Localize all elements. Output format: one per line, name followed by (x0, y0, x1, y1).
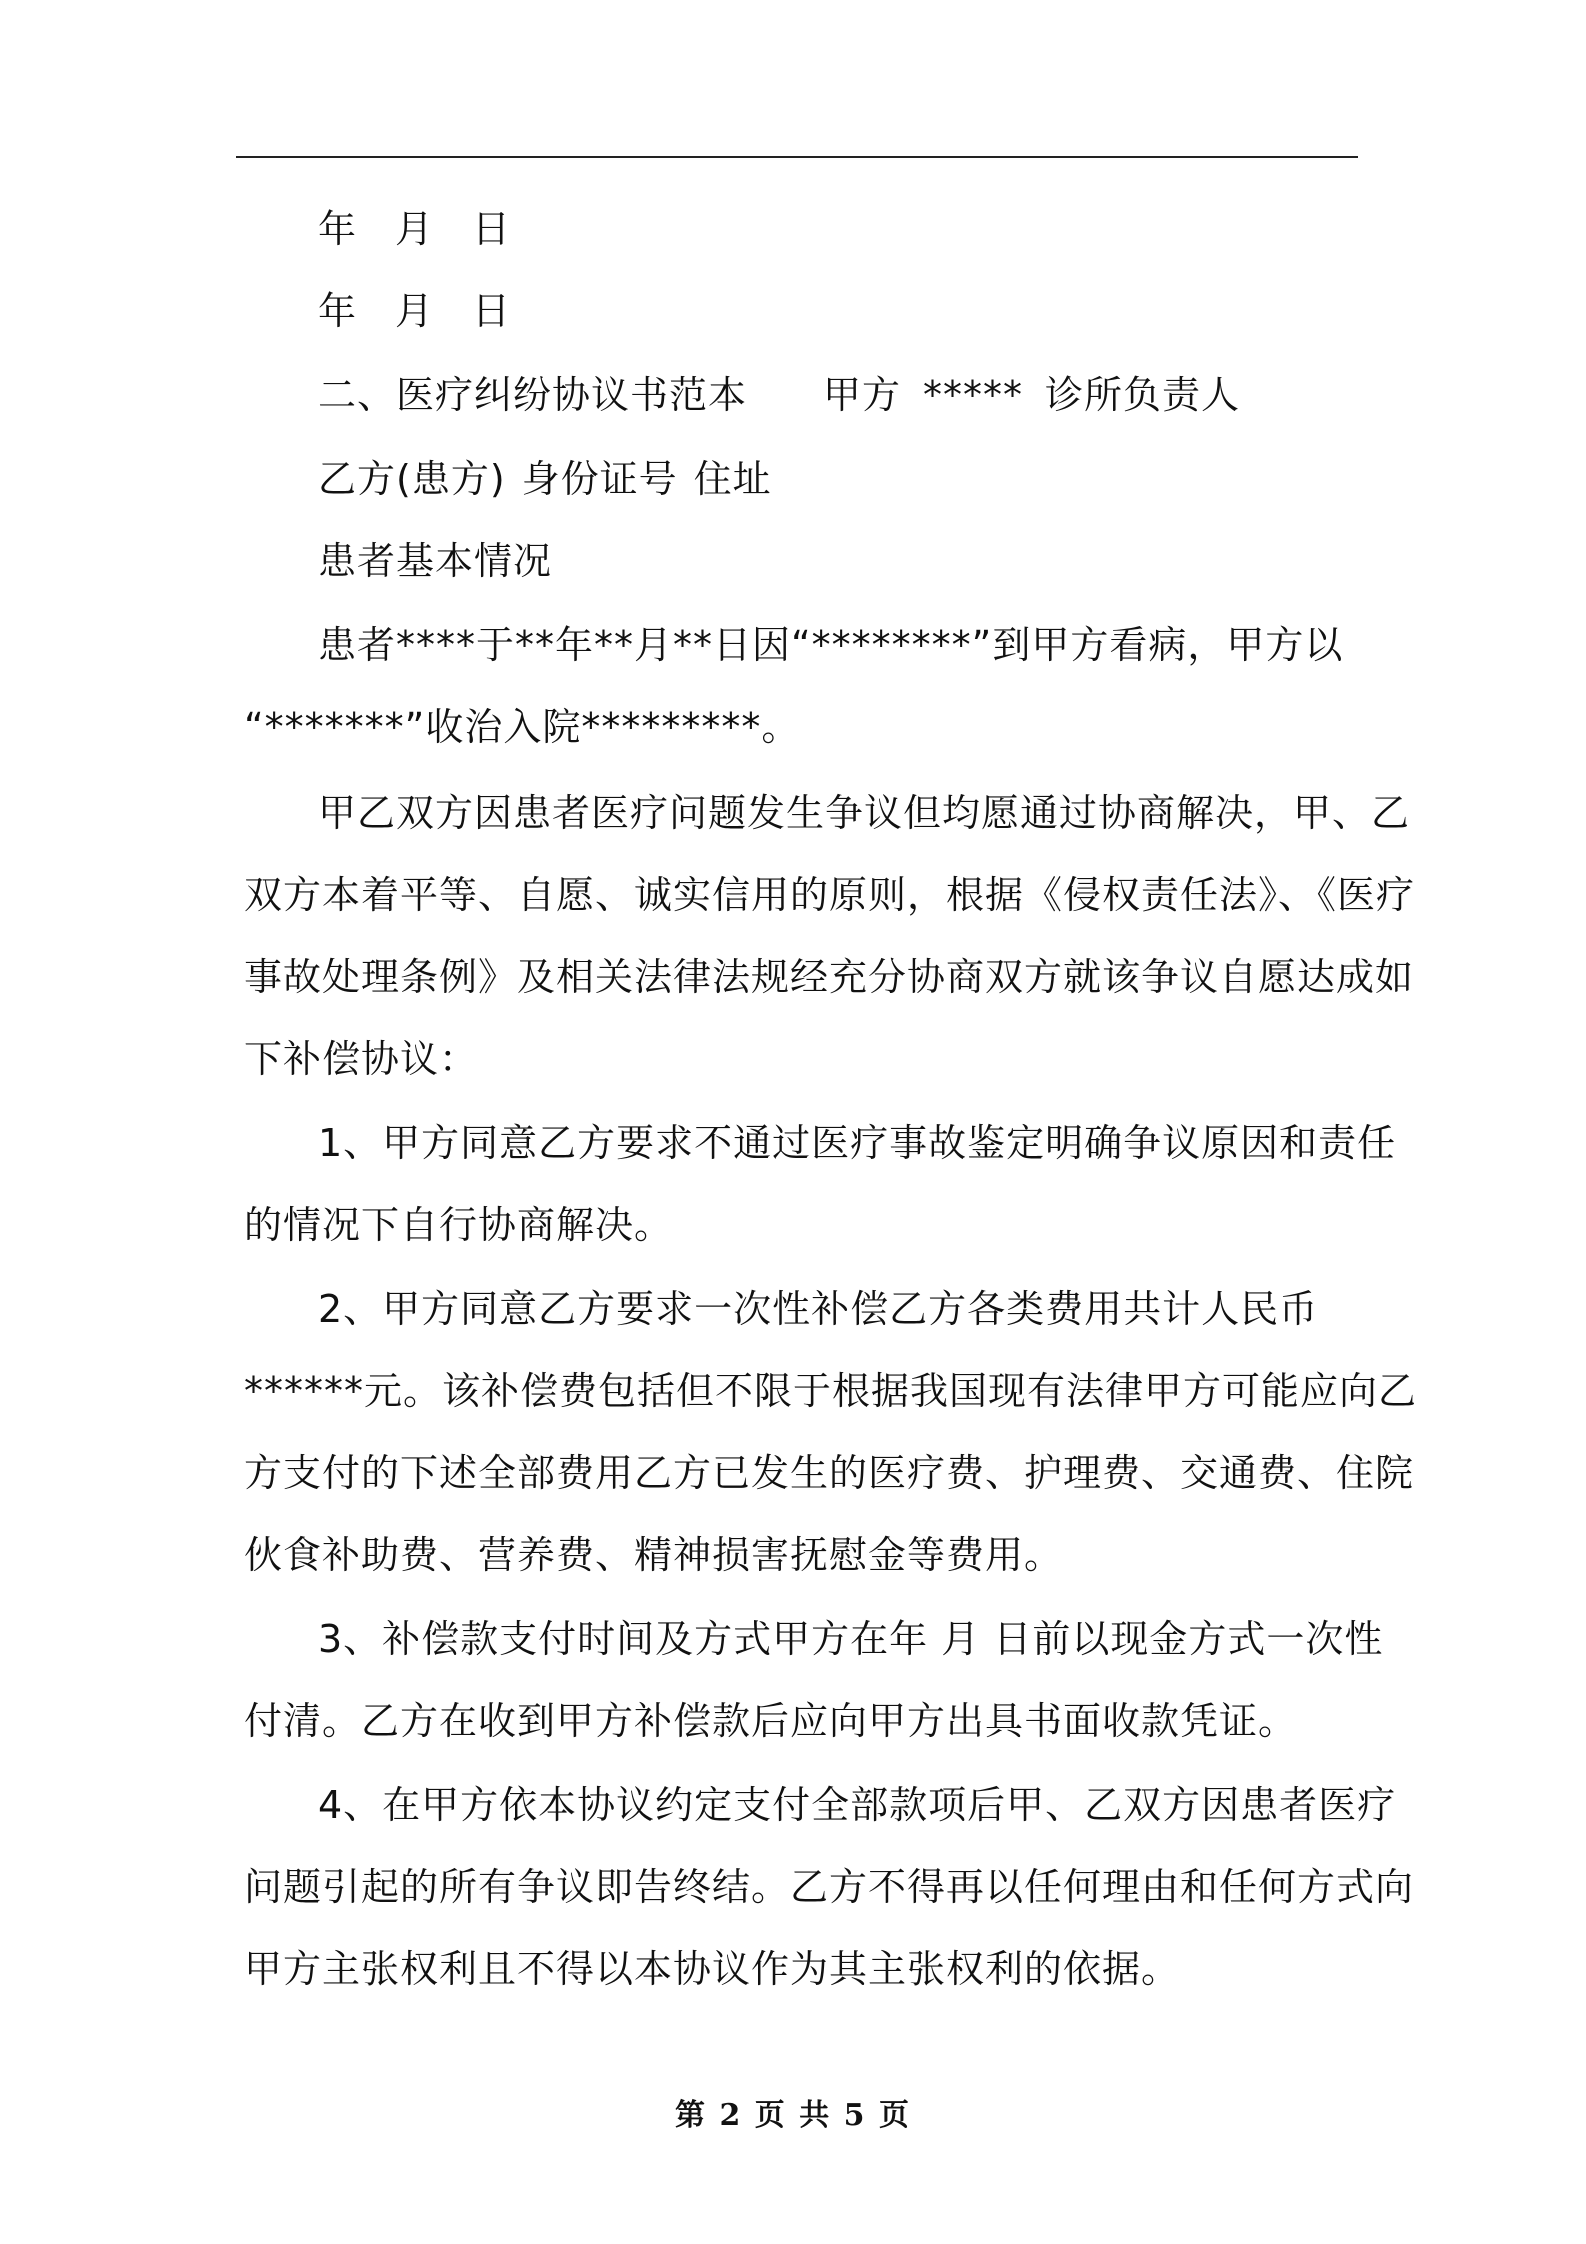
party-a-name: ***** (923, 373, 1024, 417)
date-day: 日 (472, 207, 512, 251)
patient-info-heading: 患者基本情况 (318, 539, 553, 583)
clause-4-line: 问题引起的所有争议即告终结。乙方不得再以任何理由和任何方式向 (244, 1865, 1415, 1909)
clause-2-line: 方支付的下述全部费用乙方已发生的医疗费、护理费、交通费、住院 (244, 1451, 1415, 1495)
clause-1-line: 的情况下自行协商解决。 (244, 1203, 674, 1247)
preamble-line: 事故处理条例》及相关法律法规经充分协商双方就该争议自愿达成如 (244, 955, 1415, 999)
page-footer: 第 2 页 共 5 页 (675, 2098, 911, 2133)
preamble-line: 双方本着平等、自愿、诚实信用的原则，根据《侵权责任法》、《医疗 (244, 873, 1416, 917)
patient-info-line: “*******”收治入院*********。 (244, 705, 801, 749)
address-label: 住址 (693, 457, 772, 501)
clause-4-line: 甲方主张权利且不得以本协议作为其主张权利的依据。 (244, 1947, 1181, 1991)
clause-1-line: 1、甲方同意乙方要求不通过医疗事故鉴定明确争议原因和责任 (318, 1121, 1397, 1165)
date-year: 年 (318, 289, 358, 333)
party-a-role: 诊所负责人 (1045, 373, 1241, 417)
date-month: 月 (395, 289, 435, 333)
clause-3-line: 付清。乙方在收到甲方补偿款后应向甲方出具书面收款凭证。 (244, 1699, 1298, 1743)
section-title: 二、医疗纠纷协议书范本 (318, 373, 748, 417)
clause-2-line: ******元。该补偿费包括但不限于根据我国现有法律甲方可能应向乙 (244, 1369, 1418, 1413)
date-year: 年 (318, 207, 358, 251)
date-day: 日 (472, 289, 512, 333)
date-month: 月 (395, 207, 435, 251)
clause-3-line: 3、补偿款支付时间及方式甲方在年 月 日前以现金方式一次性 (318, 1617, 1384, 1661)
party-b-label: 乙方(患方) (318, 457, 506, 501)
clause-2-line: 伙食补助费、营养费、精神损害抚慰金等费用。 (244, 1533, 1064, 1577)
preamble-line: 甲乙双方因患者医疗问题发生争议但均愿通过协商解决，甲、乙 (318, 791, 1411, 835)
clause-4-line: 4、在甲方依本协议约定支付全部款项后甲、乙双方因患者医疗 (318, 1783, 1397, 1827)
date-line-1 (318, 206, 511, 252)
party-b-line (318, 456, 772, 502)
patient-info-line: 患者****于**年**月**日因“********”到甲方看病，甲方以 (318, 623, 1344, 667)
header-rule (236, 156, 1358, 158)
preamble-line: 下补偿协议： (244, 1037, 479, 1081)
id-number-label: 身份证号 (521, 457, 678, 501)
date-line-2 (318, 288, 511, 334)
clause-2-line: 2、甲方同意乙方要求一次性补偿乙方各类费用共计人民币 (318, 1287, 1319, 1331)
party-a-label: 甲方 (823, 373, 902, 417)
section-heading (318, 372, 1240, 418)
